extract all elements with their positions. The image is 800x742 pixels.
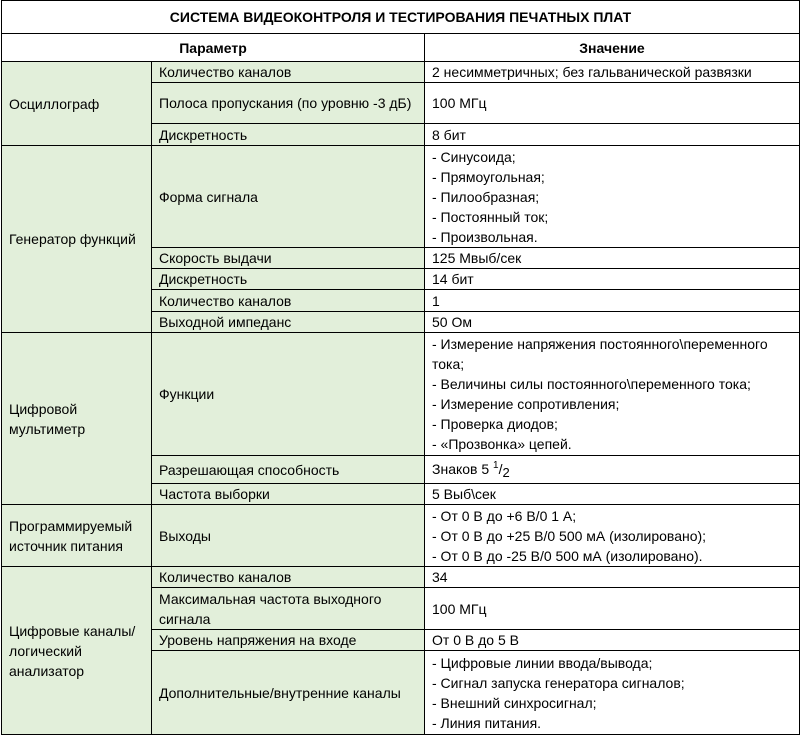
table-title: СИСТЕМА ВИДЕОКОНТРОЛЯ И ТЕСТИРОВАНИЯ ПЕЧАТНЫХ ПЛАТ	[2, 1, 800, 34]
param-value: 50 Ом	[425, 312, 800, 333]
group-generator: Генератор функций	[2, 146, 152, 333]
param-label: Уровень напряжения на входе	[152, 630, 425, 651]
group-multimeter: Цифровой мультиметр	[2, 333, 152, 505]
list-item: - Линия питания.	[432, 714, 542, 731]
param-value: 1	[425, 290, 800, 312]
param-value: 8 бит	[425, 124, 800, 146]
table-row	[2, 62, 800, 83]
param-label: Количество каналов	[152, 290, 425, 312]
list-item: - Цифровые линии ввода/вывода;	[432, 654, 653, 671]
param-value: 100 МГц	[425, 83, 800, 124]
param-value: 2 несимметричных; без гальванической развязки	[425, 62, 800, 83]
param-label: Выходы	[152, 505, 425, 567]
param-value	[425, 333, 800, 456]
list-item: - Сигнал запуска генератора сигналов;	[432, 674, 685, 691]
list-item: - Пилообразная;	[432, 188, 540, 205]
group-oscillograph: Осциллограф	[2, 62, 152, 146]
param-value	[425, 651, 800, 735]
list-item: - Проверка диодов;	[432, 416, 558, 432]
param-label: Форма сигнала	[152, 146, 425, 248]
header-param: Параметр	[2, 34, 425, 62]
table-row	[2, 567, 800, 588]
param-value	[425, 146, 800, 248]
param-value	[425, 456, 800, 484]
param-label: Функции	[152, 333, 425, 456]
param-label: Разрешающая способность	[152, 456, 425, 484]
fraction-numerator: 1	[493, 460, 499, 471]
list-item: - Синусоида;	[432, 148, 516, 165]
param-label: Количество каналов	[152, 567, 425, 588]
param-label: Скорость выдачи	[152, 248, 425, 269]
list-item: - Величины силы постоянного\переменного тока;	[432, 376, 751, 392]
group-power: Программируемый источник питания	[2, 505, 152, 567]
param-label: Дискретность	[152, 269, 425, 290]
table-row	[2, 333, 800, 456]
table-row	[2, 146, 800, 248]
resolution-prefix: Знаков 5	[432, 461, 490, 477]
param-label: Частота выборки	[152, 484, 425, 505]
param-label: Дополнительные/внутренние каналы	[152, 651, 425, 735]
list-item: - Измерение напряжения постоянного\переменного тока;	[432, 336, 768, 372]
header-row	[2, 34, 800, 62]
param-label: Количество каналов	[152, 62, 425, 83]
param-value: 14 бит	[425, 269, 800, 290]
list-item: - От 0 В до +6 В/0 1 А;	[432, 507, 577, 524]
param-value	[425, 505, 800, 567]
spec-table	[1, 0, 800, 735]
list-item: - От 0 В до +25 В/0 500 мА (изолировано);	[432, 527, 707, 544]
param-label: Выходной импеданс	[152, 312, 425, 333]
param-value: 100 МГц	[425, 588, 800, 630]
fraction-slash: /	[498, 461, 503, 477]
list-item: - Прямоугольная;	[432, 168, 545, 185]
param-label: Дискретность	[152, 124, 425, 146]
list-item: - Произвольная.	[432, 228, 538, 245]
list-item: - Внешний синхросигнал;	[432, 694, 597, 711]
param-value: От 0 В до 5 В	[425, 630, 800, 651]
header-value: Значение	[425, 34, 800, 62]
list-item: - «Прозвонка» цепей.	[432, 436, 572, 452]
list-item: - От 0 В до -25 В/0 500 мА (изолировано).	[432, 547, 703, 564]
title-row	[2, 1, 800, 34]
table-row	[2, 505, 800, 567]
param-value: 5 Выб\сек	[425, 484, 800, 505]
group-digital: Цифровые каналы/логический анализатор	[2, 567, 152, 735]
param-label: Полоса пропускания (по уровню -3 дБ)	[152, 83, 425, 124]
list-item: - Измерение сопротивления;	[432, 396, 620, 412]
fraction-denominator: 2	[502, 465, 510, 480]
param-value: 34	[425, 567, 800, 588]
list-item: - Постоянный ток;	[432, 208, 549, 225]
param-label: Максимальная частота выходного сигнала	[152, 588, 425, 630]
param-value: 125 Мвыб/сек	[425, 248, 800, 269]
